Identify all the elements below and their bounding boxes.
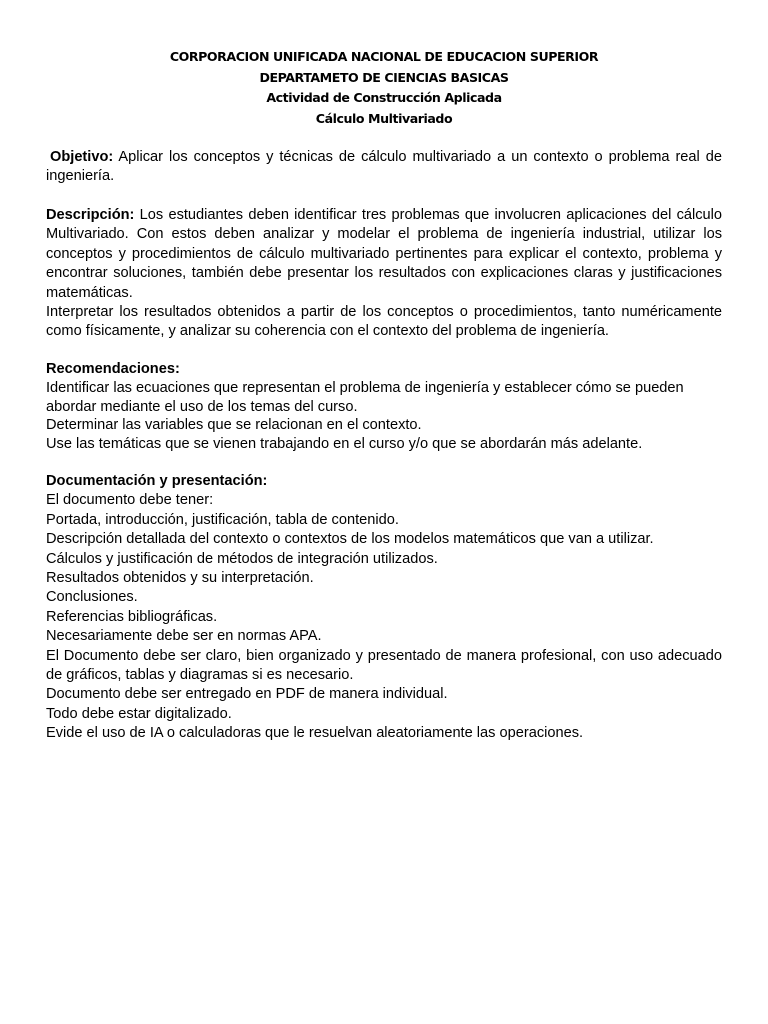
documentacion-item: Documento debe ser entregado en PDF de manera individual. bbox=[46, 686, 448, 703]
document-header bbox=[46, 47, 722, 129]
descripcion-section bbox=[46, 206, 722, 342]
documentacion-item: Cálculos y justificación de métodos de integración utilizados. bbox=[46, 550, 438, 567]
documentacion-item: El Documento debe ser claro, bien organizado y presentado de manera profesional, con uso adecuado de gráficos, tablas y diagramas si es necesario. bbox=[46, 647, 722, 684]
descripcion-text-2: Interpretar los resultados obtenidos a partir de los conceptos o procedimientos, tanto numéricamente como físicamente, y analizar su coherencia con el contexto del problema de ingeniería. bbox=[46, 304, 722, 340]
documentacion-section bbox=[46, 472, 722, 744]
documentacion-item: Resultados obtenidos y su interpretación. bbox=[46, 570, 314, 587]
objetivo-section bbox=[46, 148, 722, 187]
documentacion-title: Documentación y presentación: bbox=[46, 473, 268, 489]
recomendaciones-list bbox=[46, 379, 722, 453]
objetivo-label: Objetivo: bbox=[50, 149, 114, 165]
department-name: DEPARTAMETO DE CIENCIAS BASICAS bbox=[259, 69, 509, 85]
recomendaciones-title: Recomendaciones: bbox=[46, 361, 180, 377]
documentacion-item: Conclusiones. bbox=[46, 589, 138, 606]
institution-name: CORPORACION UNIFICADA NACIONAL DE EDUCACION SUPERIOR bbox=[169, 49, 599, 64]
course-name: Cálculo Multivariado bbox=[315, 110, 453, 126]
documentacion-item: Portada, introducción, justificación, tabla de contenido. bbox=[46, 511, 399, 528]
documentacion-item: El documento debe tener: bbox=[46, 492, 214, 509]
documentacion-item: Referencias bibliográficas. bbox=[46, 608, 218, 625]
descripcion-text: Los estudiantes deben identificar tres problemas que involucren aplicaciones del cálculo Multivariado. Con estos deben analizar y modelar el problema de ingeniería industrial, utilizar los conceptos y procedimientos de cálculo multivariado pertinentes para explicar el contexto, problema y encontrar soluciones, también debe presentar los resultados con explicaciones claras y justificaciones matemáticas. bbox=[46, 207, 722, 301]
documentacion-item: Todo debe estar digitalizado. bbox=[46, 705, 232, 722]
descripcion-label: Descripción: bbox=[46, 207, 135, 223]
documentacion-item: Evide el uso de IA o calculadoras que le resuelvan aleatoriamente las operaciones. bbox=[46, 725, 584, 742]
documentacion-item: Descripción detallada del contexto o contextos de los modelos matemáticos que van a utilizar. bbox=[46, 531, 654, 548]
documentacion-item: Necesariamente debe ser en normas APA. bbox=[46, 628, 322, 645]
recomendaciones-section bbox=[46, 360, 722, 379]
objetivo-text: Aplicar los conceptos y técnicas de cálculo multivariado a un contexto o problema real de ingeniería. bbox=[46, 149, 722, 185]
activity-title: Actividad de Construcción Aplicada bbox=[266, 90, 502, 105]
recomendacion-item: Use las temáticas que se vienen trabajando en el curso y/o que se abordarán más adelante. bbox=[46, 435, 643, 452]
recomendacion-item: Identificar las ecuaciones que representan el problema de ingeniería y establecer cómo se pueden abordar mediante el uso de los temas del curso. bbox=[46, 380, 684, 415]
recomendacion-item: Determinar las variables que se relacionan en el contexto. bbox=[46, 417, 422, 434]
